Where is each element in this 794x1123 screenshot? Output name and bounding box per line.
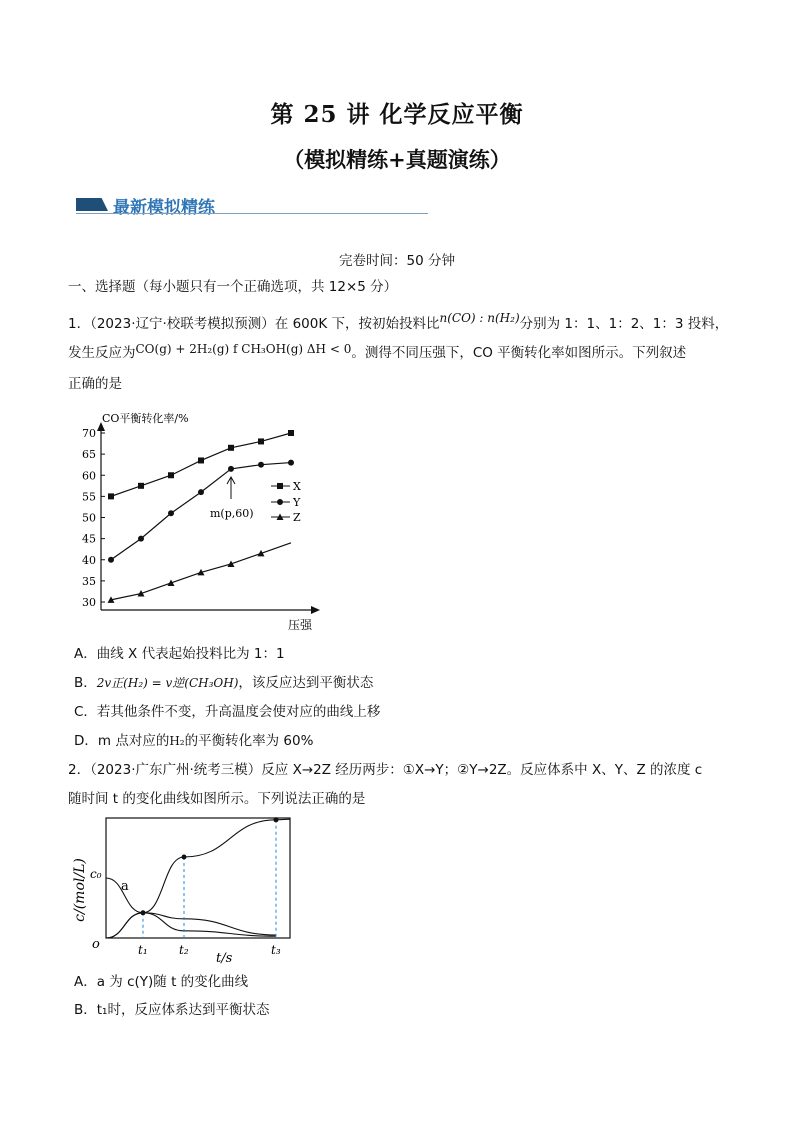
page-title: 第 25 讲 化学反应平衡 — [270, 101, 524, 128]
q2-chart — [68, 814, 298, 966]
q1-point-Y — [258, 462, 264, 468]
q1-legend-X: X — [293, 480, 301, 493]
q2-x-axis-label: t/s — [216, 951, 233, 966]
q1-point-X — [198, 457, 204, 463]
q1-y-tick-label: 45 — [82, 532, 96, 546]
section-title: 最新模拟精练 — [113, 198, 215, 218]
q1-point-X — [258, 438, 264, 444]
q1-legend-marker — [277, 499, 283, 505]
part-heading: 一、选择题（每小题只有一个正确选项，共 12×5 分） — [68, 279, 398, 295]
q1-y-tick-label: 60 — [82, 469, 96, 483]
q2-plot-frame — [106, 818, 290, 938]
q1-option-c[interactable]: C．若其他条件不变，升高温度会使对应的曲线上移 — [74, 704, 381, 720]
q1-line-1: 1．（2023·辽宁·校联考模拟预测）在 600K 下，按初始投料比n(CO) : n(H₂)分别为 1：1、1：2、1：3 投料， — [68, 311, 729, 332]
q1-option-b[interactable]: B．2v正(H₂) = v逆(CH₃OH)，该反应达到平衡状态 — [74, 675, 374, 691]
q2-y-axis-label: c/(mol/L) — [72, 858, 88, 922]
q1-point-Y — [138, 536, 144, 542]
q1-point-X — [138, 483, 144, 489]
q1-y-tick-label: 40 — [82, 553, 96, 567]
section-divider — [76, 213, 428, 214]
page-subtitle: （模拟精练+真题演练） — [283, 147, 511, 172]
q1-y-tick-label: 50 — [82, 511, 96, 525]
q2-point-t2 — [182, 855, 187, 860]
q1-point-Y — [108, 557, 114, 563]
q1-option-a[interactable]: A．曲线 X 代表起始投料比为 1：1 — [74, 646, 285, 662]
q2-tick-t1: t₁ — [138, 943, 148, 957]
q1-option-d[interactable]: D．m 点对应的H₂的平衡转化率为 60% — [74, 733, 314, 749]
section-marker — [76, 198, 108, 211]
q1-y-axis-label: CO平衡转化率/% — [102, 412, 189, 425]
q1-line-2: 发生反应为CO(g) + 2H₂(g) f CH₃OH(g) ΔH < 0。测得不同压强下，CO 平衡转化率如图所示。下列叙述 — [68, 342, 687, 361]
q2-point-t3 — [274, 817, 279, 822]
exam-time: 完卷时间：50 分钟 — [339, 253, 455, 269]
q2-option-b[interactable]: B．t₁时，反应体系达到平衡状态 — [74, 1002, 270, 1018]
q2-line-2: 随时间 t 的变化曲线如图所示。下列说法正确的是 — [68, 791, 366, 807]
q2-tick-t3: t₃ — [271, 943, 281, 957]
q1-line-3: 正确的是 — [68, 376, 122, 392]
q2-point-t1 — [141, 910, 146, 915]
q2-origin-label: o — [92, 937, 100, 952]
q1-y-tick-label: 35 — [82, 574, 96, 588]
q2-option-a[interactable]: A．a 为 c(Y)随 t 的变化曲线 — [74, 974, 249, 990]
q1-y-tick-label: 65 — [82, 448, 96, 462]
q2-tick-t2: t₂ — [179, 943, 189, 957]
q1-annotation-m: m(p,60) — [210, 507, 254, 520]
q2-curve-a-label: a — [121, 879, 129, 894]
q1-point-X — [228, 445, 234, 451]
q2-c0-label: c₀ — [90, 867, 102, 881]
q1-point-X — [168, 472, 174, 478]
q1-x-axis-label: 压强 — [288, 618, 313, 632]
q2-curve-z — [106, 820, 276, 938]
q1-point-Y — [198, 489, 204, 495]
q1-y-tick-label: 70 — [82, 427, 96, 440]
q1-point-Y — [288, 460, 294, 466]
q1-legend-Z: Z — [293, 511, 301, 524]
q1-point-Y — [168, 510, 174, 516]
q1-point-Y — [228, 466, 234, 472]
q2-line-1: 2．（2023·广东广州·统考三模）反应 X→2Z 经历两步：①X→Y；②Y→2Z。反应体系中 X、Y、Z 的浓度 c — [68, 762, 703, 778]
q1-legend-Y: Y — [293, 496, 301, 509]
q1-chart — [68, 402, 358, 638]
q2-curve-a — [106, 878, 276, 936]
q1-point-X — [108, 493, 114, 499]
q1-x-arrow — [311, 606, 320, 614]
q1-point-X — [288, 430, 294, 436]
q1-y-tick-label: 30 — [82, 596, 96, 609]
q1-legend-marker — [277, 483, 283, 489]
q1-y-tick-label: 55 — [82, 490, 96, 504]
q1-series-Y-line — [111, 463, 291, 560]
